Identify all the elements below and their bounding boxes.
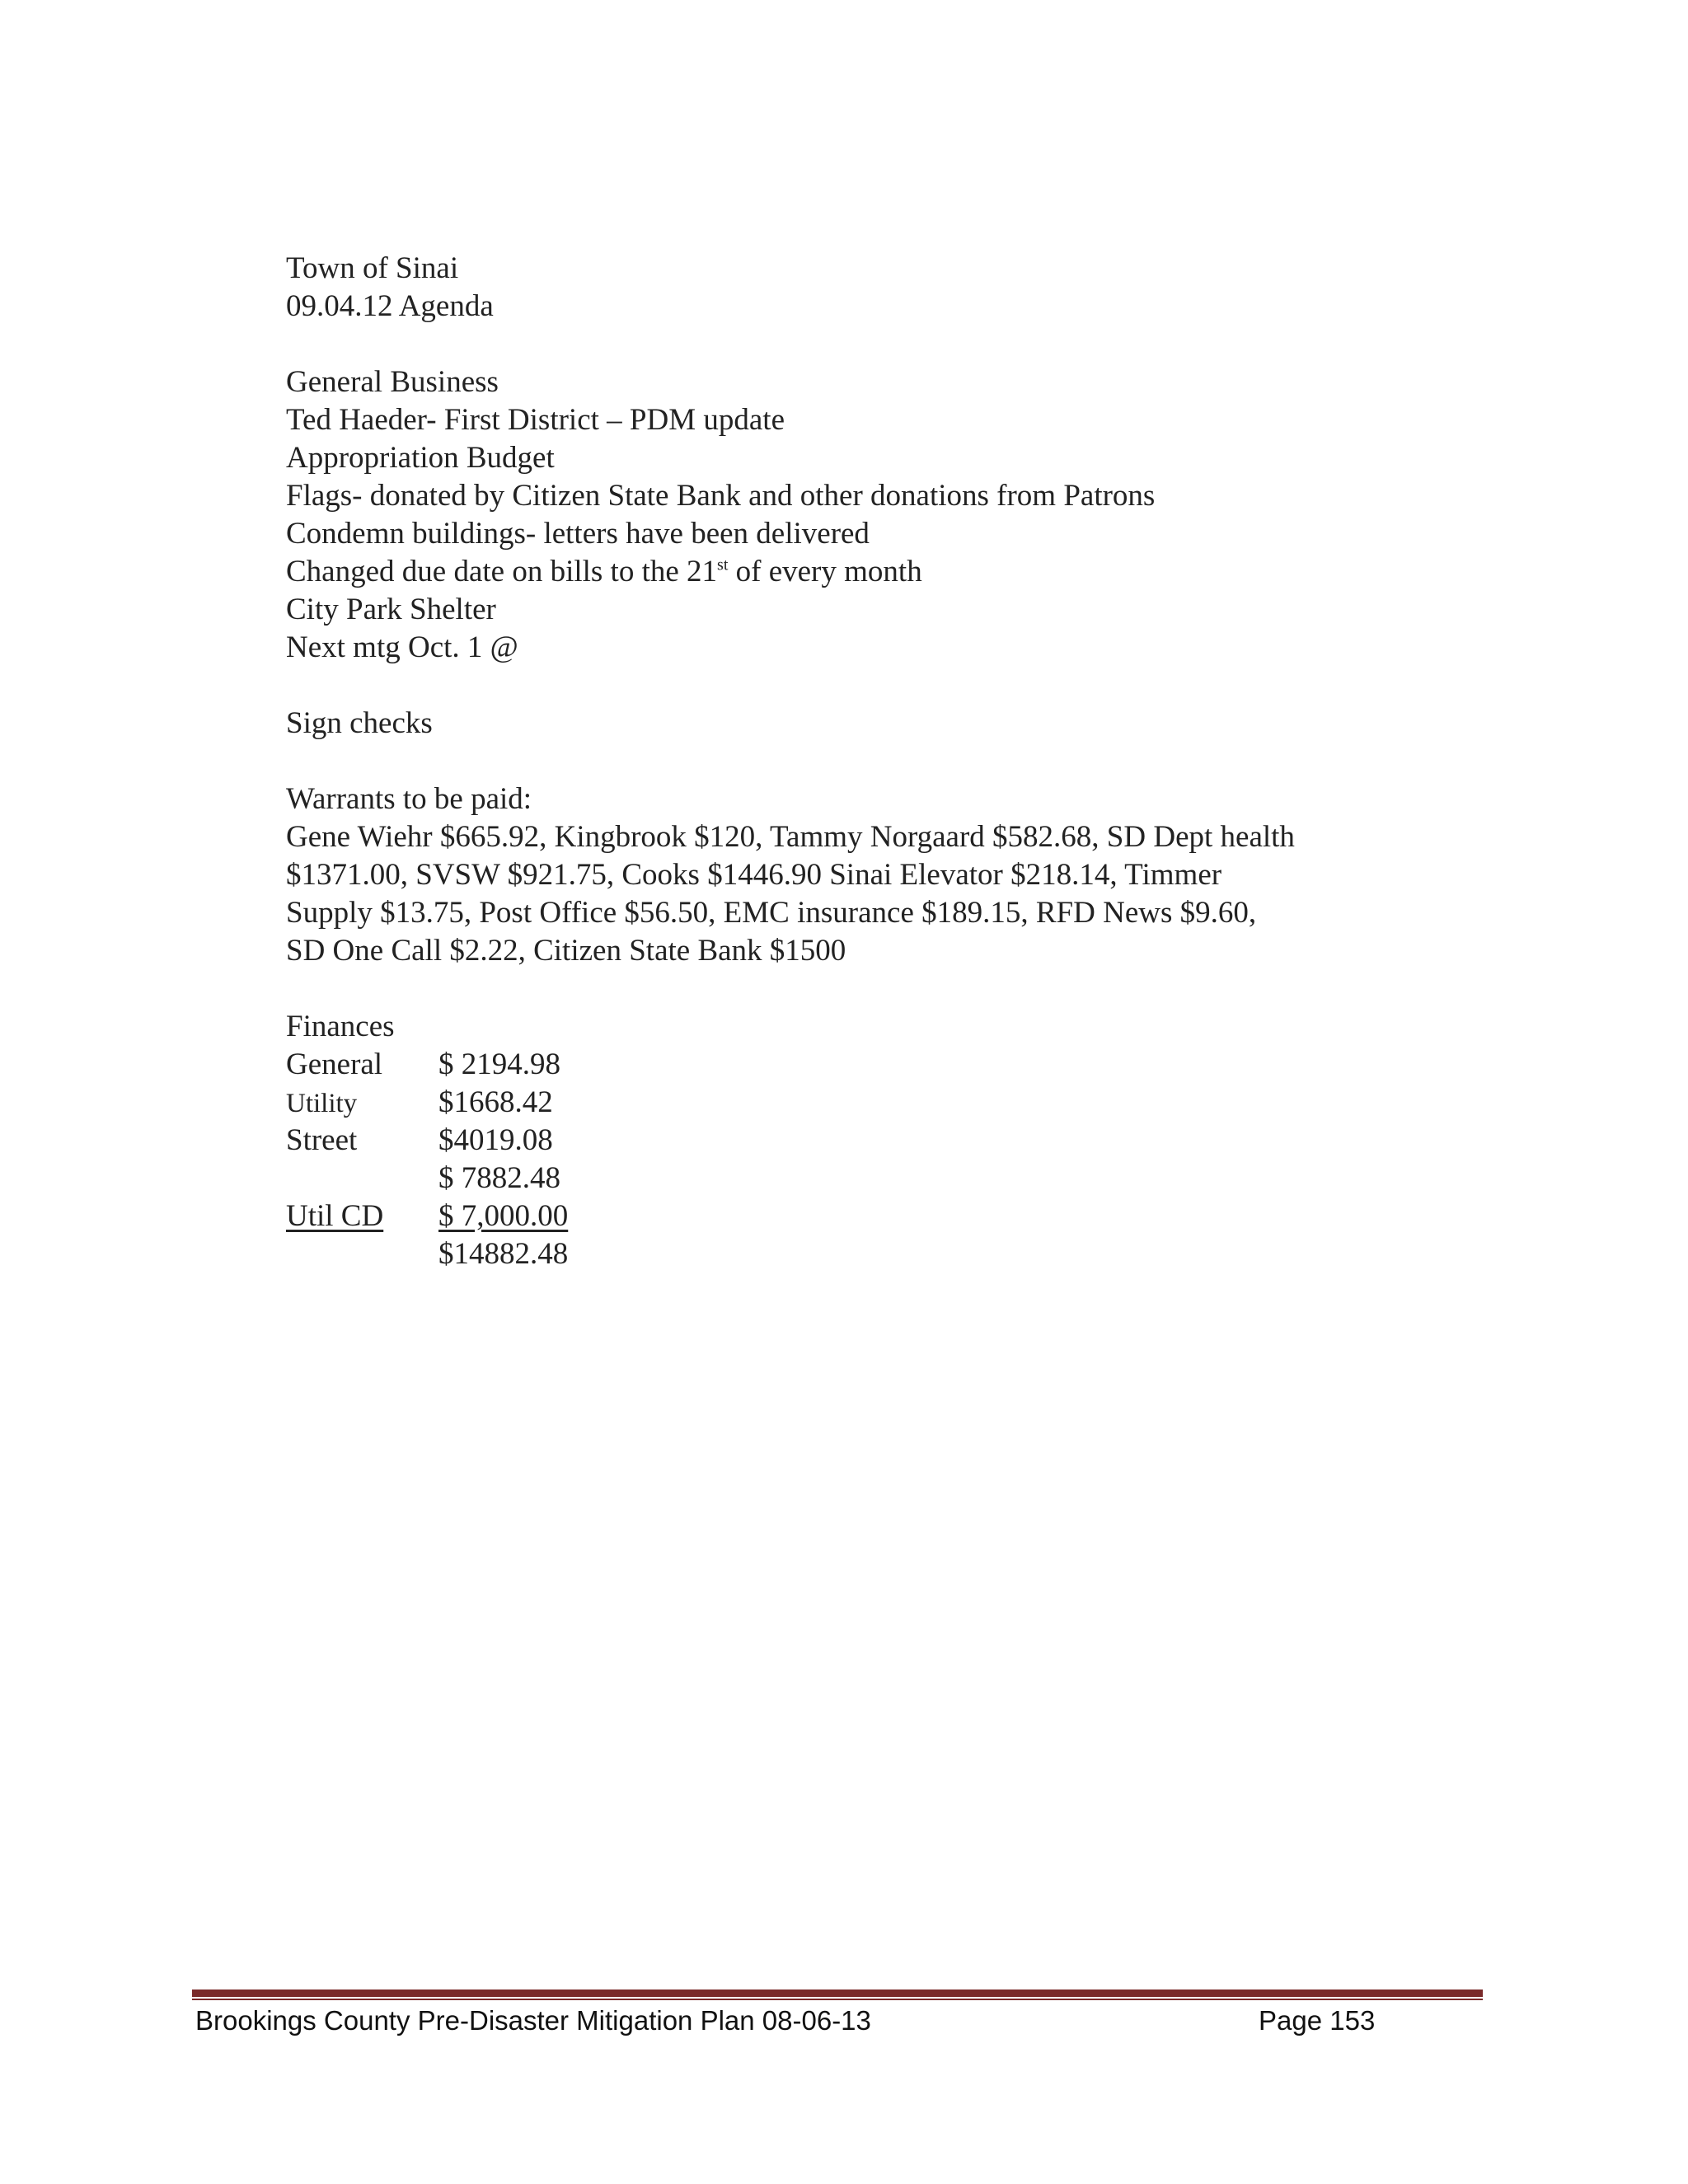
finance-row <box>286 1084 1357 1122</box>
finance-row <box>286 1197 1357 1235</box>
footer-rule-thin <box>192 1999 1483 2000</box>
finance-amount: $1668.42 <box>438 1085 553 1119</box>
finance-total: $14882.48 <box>438 1237 569 1271</box>
agenda-date: 09.04.12 Agenda <box>286 289 494 323</box>
due-date-prefix: Changed due date on bills to the 21 <box>286 555 718 588</box>
finance-subtotal: $ 7882.48 <box>438 1161 560 1195</box>
footer-title: Brookings County Pre-Disaster Mitigation Plan 08-06-13 <box>195 2005 871 2036</box>
finance-row <box>286 1046 1357 1084</box>
page-number: Page 153 <box>1259 2005 1376 2036</box>
finance-label: General <box>286 1047 383 1081</box>
due-date-suffix: of every month <box>728 555 922 588</box>
due-date-superscript: st <box>717 555 729 574</box>
agenda-item: Flags- donated by Citizen State Bank and other donations from Patrons <box>286 479 1156 513</box>
agenda-item: General Business <box>286 365 499 399</box>
agenda-item: Next mtg Oct. 1 @ <box>286 630 518 664</box>
finance-label: Street <box>286 1123 358 1157</box>
finance-row <box>286 1160 1357 1197</box>
finance-row <box>286 1122 1357 1160</box>
sign-checks: Sign checks <box>286 706 433 740</box>
finance-amount: $ 7,000.00 <box>438 1199 569 1233</box>
agenda-item-due-date <box>286 553 1357 591</box>
agenda-item: Ted Haeder- First District – PDM update <box>286 403 785 437</box>
agenda-item: City Park Shelter <box>286 593 496 626</box>
warrants-list: Gene Wiehr $665.92, Kingbrook $120, Tammy Norgaard $582.68, SD Dept health $1371.00, SVSW $921.75, Cooks $1446.90 Sinai Elevator $218.14, Timmer Supply $13.75, Post Office $56.50, EMC insurance $189.15, RFD News $9.60, SD One Call $2.22, Citizen State Bank $1500 <box>286 820 1295 968</box>
agenda-document <box>286 250 1357 1273</box>
finance-row <box>286 1235 1357 1273</box>
town-name: Town of Sinai <box>286 251 459 285</box>
finances-heading: Finances <box>286 1010 395 1043</box>
finance-label: Util CD <box>286 1199 384 1233</box>
agenda-item: Condemn buildings- letters have been delivered <box>286 517 870 551</box>
footer-rule <box>192 1990 1483 1997</box>
warrants-heading: Warrants to be paid: <box>286 782 532 816</box>
agenda-item: Appropriation Budget <box>286 441 555 475</box>
finance-label: Utility <box>286 1089 358 1118</box>
finance-amount: $4019.08 <box>438 1123 553 1157</box>
finance-amount: $ 2194.98 <box>438 1047 560 1081</box>
